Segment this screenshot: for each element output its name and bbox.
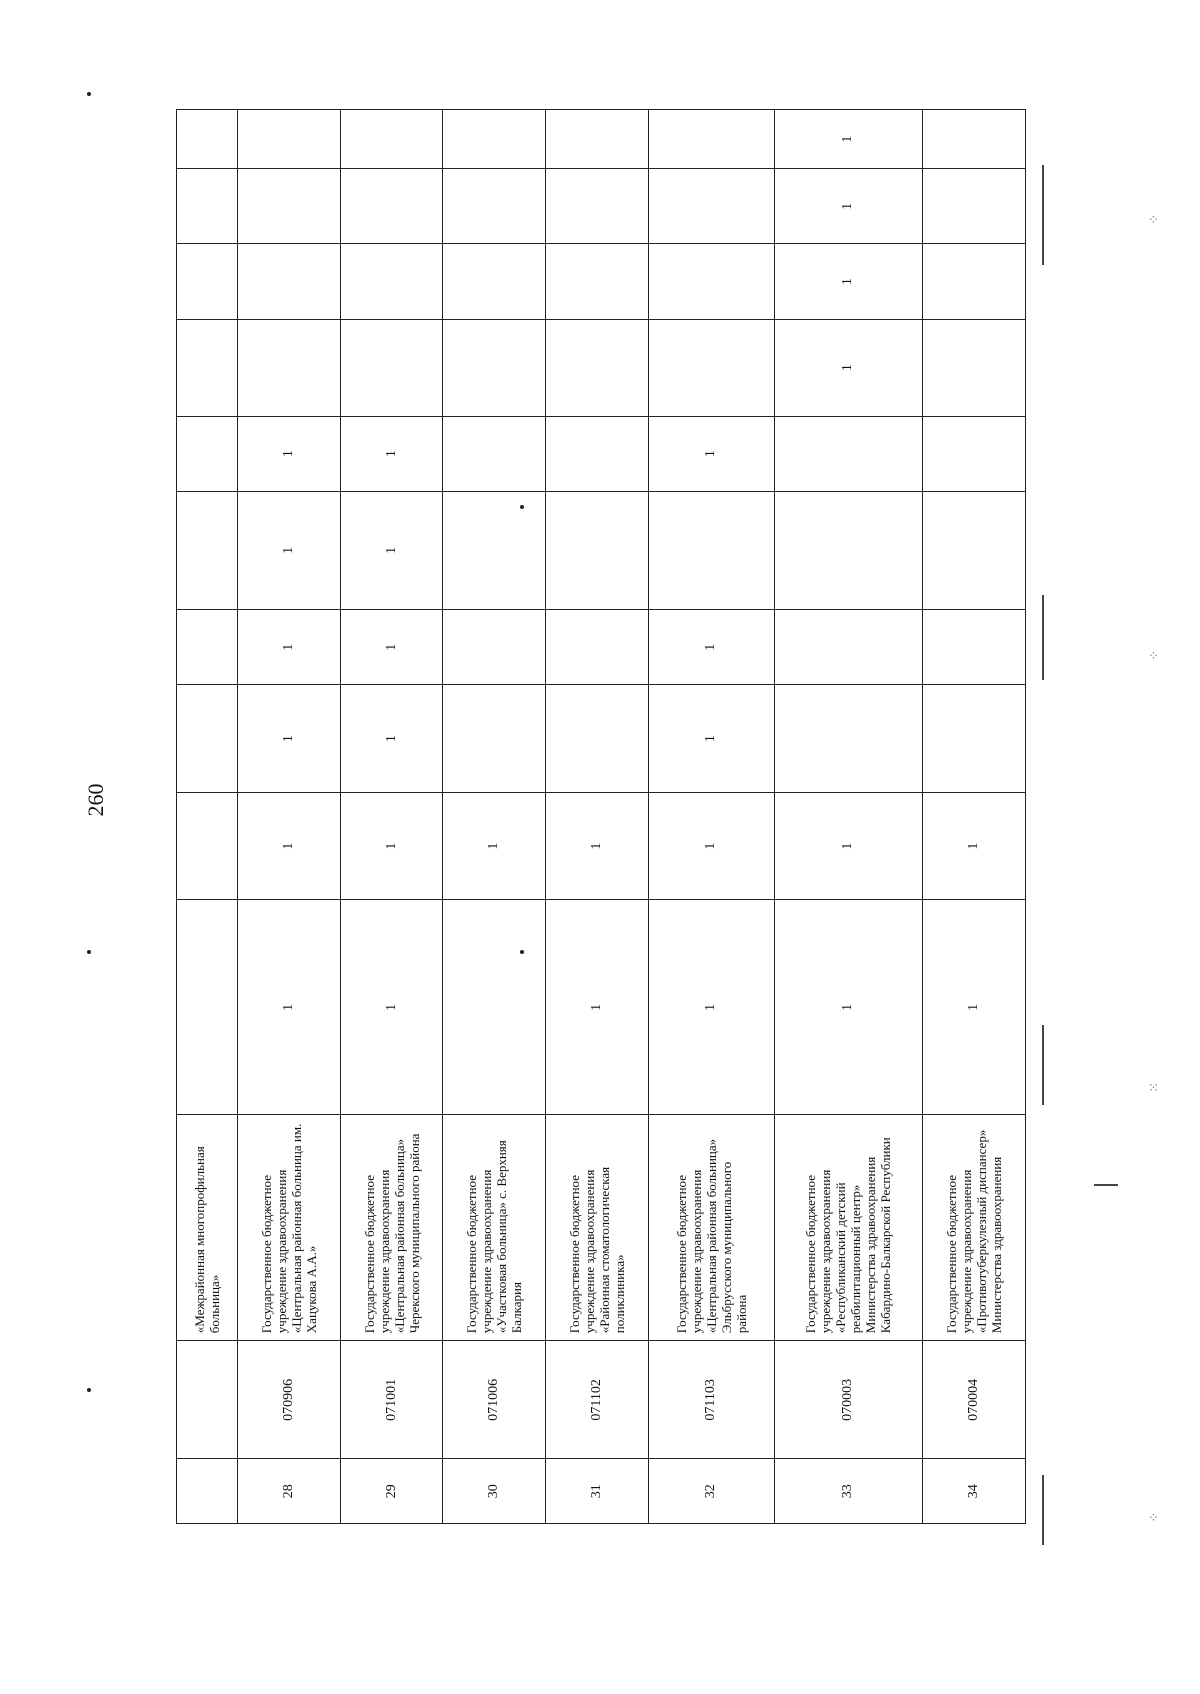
mark-cell (177, 792, 238, 900)
mark-cell: 1 (443, 792, 546, 900)
mark-cell: 1 (648, 900, 774, 1115)
scan-dot (87, 950, 91, 954)
mark-cell (340, 110, 443, 169)
mark-cell (443, 169, 546, 244)
mark-cell: 1 (774, 792, 923, 900)
mark-cell: 1 (923, 900, 1026, 1115)
mark-cell (546, 610, 649, 685)
mark-cell (177, 244, 238, 319)
mark-cell (177, 319, 238, 416)
mark-cell: 1 (238, 685, 341, 793)
registry-table-body (177, 110, 1026, 1524)
table-row (648, 110, 774, 1524)
row-number: 34 (923, 1459, 1026, 1524)
mark-cell (177, 491, 238, 609)
organization-name: Государственное бюджетное учреждение здравоохранения «Центральная районная больница им. Хацукова А.А.» (238, 1115, 341, 1341)
mark-cell (177, 900, 238, 1115)
mark-cell: 1 (238, 900, 341, 1115)
mark-cell (923, 110, 1026, 169)
organization-code: 071006 (443, 1341, 546, 1459)
organization-name: Государственное бюджетное учреждение здравоохранения «Центральная районная больница» Черекского муниципального района (340, 1115, 443, 1341)
mark-cell (774, 685, 923, 793)
mark-cell: 1 (774, 319, 923, 416)
mark-cell: 1 (648, 416, 774, 491)
row-number: 28 (238, 1459, 341, 1524)
organization-code: 071001 (340, 1341, 443, 1459)
organization-name: Государственное бюджетное учреждение здравоохранения «Центральная районная больница» Эльбрусского муниципального района (648, 1115, 774, 1341)
row-number: 33 (774, 1459, 923, 1524)
mark-cell: 1 (340, 900, 443, 1115)
scan-speck: ⁘ (1148, 1510, 1160, 1525)
mark-cell: 1 (648, 610, 774, 685)
mark-cell (238, 319, 341, 416)
mark-cell: 1 (774, 169, 923, 244)
mark-cell: 1 (340, 491, 443, 609)
scan-margin-line (1094, 1184, 1118, 1186)
mark-cell (774, 491, 923, 609)
mark-cell (443, 319, 546, 416)
mark-cell (923, 244, 1026, 319)
mark-cell: 1 (774, 110, 923, 169)
mark-cell: 1 (340, 685, 443, 793)
mark-cell (648, 244, 774, 319)
mark-cell: 1 (340, 416, 443, 491)
mark-cell (443, 610, 546, 685)
table-row (774, 110, 923, 1524)
mark-cell (340, 244, 443, 319)
mark-cell (546, 110, 649, 169)
row-number: 32 (648, 1459, 774, 1524)
mark-cell (443, 244, 546, 319)
mark-cell: 1 (238, 610, 341, 685)
mark-cell (546, 416, 649, 491)
mark-cell (648, 491, 774, 609)
mark-cell (177, 416, 238, 491)
mark-cell (923, 416, 1026, 491)
row-number: 31 (546, 1459, 649, 1524)
organization-code: 071103 (648, 1341, 774, 1459)
scan-speck: ⁘ (1148, 648, 1160, 663)
mark-cell (238, 110, 341, 169)
scan-margin-line (1042, 1475, 1044, 1545)
mark-cell: 1 (340, 610, 443, 685)
mark-cell (923, 685, 1026, 793)
mark-cell (923, 319, 1026, 416)
mark-cell (177, 610, 238, 685)
row-number: 29 (340, 1459, 443, 1524)
mark-cell: 1 (238, 416, 341, 491)
scan-margin-line (1042, 1025, 1044, 1105)
mark-cell (923, 610, 1026, 685)
mark-cell (923, 169, 1026, 244)
mark-cell (443, 110, 546, 169)
table-frame (176, 109, 1026, 1524)
mark-cell (443, 416, 546, 491)
mark-cell: 1 (546, 900, 649, 1115)
mark-cell (443, 491, 546, 609)
scan-margin-line (1042, 165, 1044, 265)
mark-cell (546, 319, 649, 416)
mark-cell (238, 244, 341, 319)
mark-cell (340, 319, 443, 416)
scan-dot (87, 92, 91, 96)
table-row (340, 110, 443, 1524)
organization-code: 070004 (923, 1341, 1026, 1459)
mark-cell (177, 685, 238, 793)
page-number: 260 (83, 783, 108, 817)
organization-name: Государственное бюджетное учреждение здравоохранения «Республиканский детский реабилитационный центр» Министерства здравоохранения Кабардино-Балкарской Республики (774, 1115, 923, 1341)
mark-cell: 1 (546, 792, 649, 900)
organization-name: Государственное бюджетное учреждение здравоохранения «Участковая больница» с. Верхняя Балкария (443, 1115, 546, 1341)
scan-margin-line (1042, 595, 1044, 680)
table-row (177, 110, 238, 1524)
mark-cell: 1 (923, 792, 1026, 900)
mark-cell (238, 169, 341, 244)
mark-cell (923, 491, 1026, 609)
scan-speck: ⁘ (1148, 212, 1160, 227)
organization-code: 070906 (238, 1341, 341, 1459)
mark-cell (177, 169, 238, 244)
mark-cell (774, 610, 923, 685)
organization-code: 070003 (774, 1341, 923, 1459)
table-row (923, 110, 1026, 1524)
mark-cell (546, 685, 649, 793)
mark-cell (648, 169, 774, 244)
table-row (546, 110, 649, 1524)
mark-cell (443, 685, 546, 793)
organization-name: Государственное бюджетное учреждение здравоохранения «Противотуберкулезный диспансер» Министерства здравоохранения (923, 1115, 1026, 1341)
table-row (443, 110, 546, 1524)
table-row (238, 110, 341, 1524)
mark-cell (774, 416, 923, 491)
mark-cell: 1 (774, 244, 923, 319)
organization-code: 071102 (546, 1341, 649, 1459)
mark-cell (648, 319, 774, 416)
mark-cell: 1 (340, 792, 443, 900)
organization-name: «Межрайонная многопрофильная больница» (177, 1115, 238, 1341)
organization-code (177, 1341, 238, 1459)
mark-cell (546, 169, 649, 244)
mark-cell: 1 (238, 792, 341, 900)
mark-cell (177, 110, 238, 169)
mark-cell: 1 (648, 792, 774, 900)
mark-cell: 1 (648, 685, 774, 793)
row-number: 30 (443, 1459, 546, 1524)
organization-name: Государственное бюджетное учреждение здравоохранения «Районная стоматологическая поликлиника» (546, 1115, 649, 1341)
mark-cell (340, 169, 443, 244)
scan-speck: ⁙ (1148, 1080, 1160, 1095)
mark-cell (443, 900, 546, 1115)
mark-cell (546, 491, 649, 609)
mark-cell (546, 244, 649, 319)
scan-dot (87, 1388, 91, 1392)
mark-cell (648, 110, 774, 169)
mark-cell: 1 (238, 491, 341, 609)
mark-cell: 1 (774, 900, 923, 1115)
row-number (177, 1459, 238, 1524)
registry-table (176, 109, 1026, 1524)
